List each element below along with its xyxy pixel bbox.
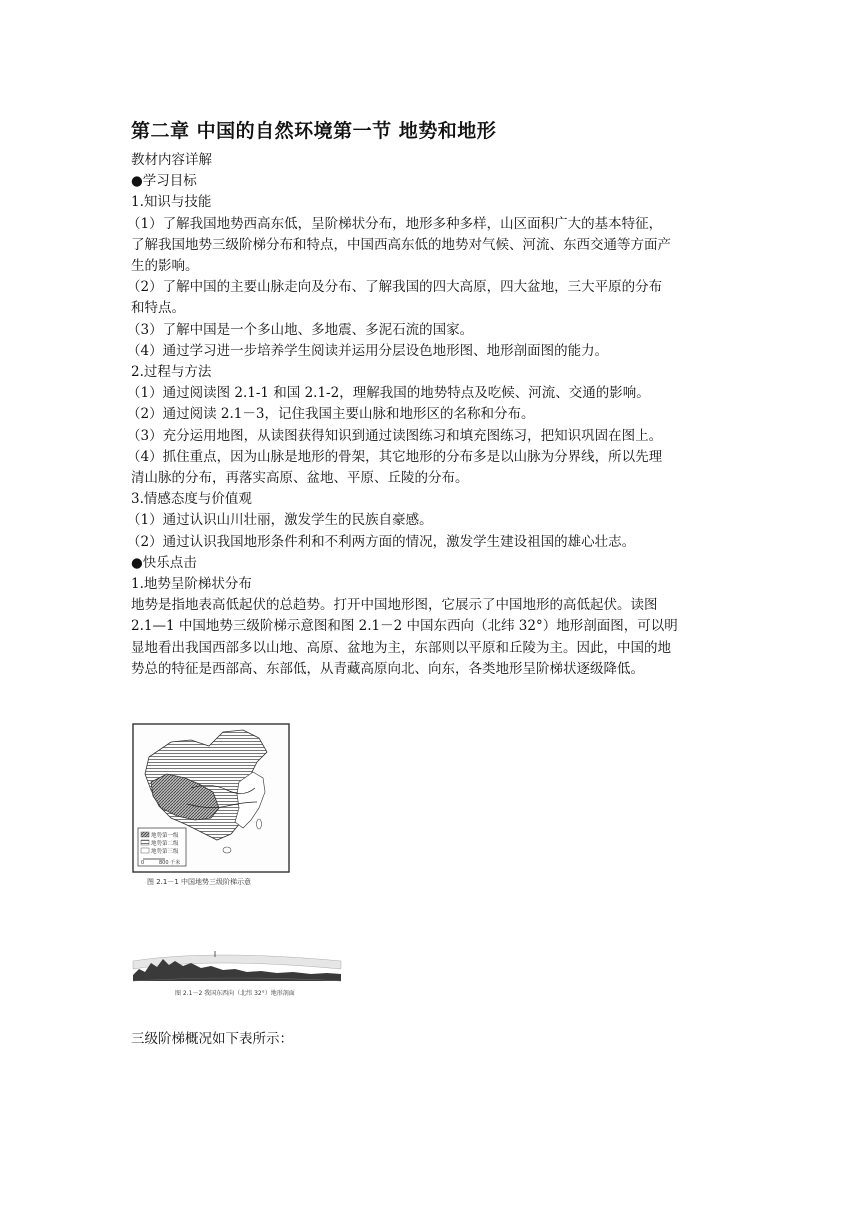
text-line: 1.地势呈阶梯状分布 xyxy=(131,576,252,593)
text-line: 清山脉的分布，再落实高原、盆地、平原、丘陵的分布。 xyxy=(131,470,469,487)
legend-label: 地势第一级 xyxy=(151,833,179,839)
text-line: （1）通过认识山川壮丽，激发学生的民族自豪感。 xyxy=(127,512,433,529)
map-island xyxy=(223,847,231,853)
text-line: 了解我国地势三级阶梯分布和特点，中国西高东低的地势对气候、河流、东西交通等方面产 xyxy=(131,236,671,253)
page-title: 第二章 中国的自然环境第一节 地势和地形 xyxy=(131,120,497,142)
text-line: （1）了解我国地势西高东低，呈阶梯状分布，地形多种多样，山区面积广大的基本特征， xyxy=(127,215,663,232)
text-line: 2.过程与方法 xyxy=(131,364,212,381)
text-line: 3.情感态度与价值观 xyxy=(131,491,252,508)
map-island xyxy=(257,819,262,829)
figure-caption: 图 2.1－2 我国东西向（北纬 32°）地形剖面 xyxy=(175,990,295,997)
text-line: 1.知识与技能 xyxy=(131,194,212,211)
text-line: 势总的特征是西部高、东部低，从青藏高原向北、向东，各类地形呈阶梯状逐级降低。 xyxy=(131,660,644,677)
text-line: 和特点。 xyxy=(131,300,185,317)
text-line: ●快乐点击 xyxy=(131,554,197,571)
map-scale-end: 800 千米 xyxy=(159,860,181,866)
after-figure-text: 三级阶梯概况如下表所示： xyxy=(131,1031,293,1047)
text-line: （4）抓住重点，因为山脉是地形的骨架，其它地形的分布多是以山脉为分界线，所以先理 xyxy=(127,448,663,465)
legend-label: 地势第三级 xyxy=(151,849,179,855)
body-text xyxy=(127,150,736,680)
terrain-steps-map-figure xyxy=(131,722,295,892)
figure-caption: 图 2.1－1 中国地势三级阶梯示意 xyxy=(147,878,252,886)
text-line: （3）了解中国是一个多山地、多地震、多泥石流的国家。 xyxy=(127,321,474,338)
map-scale-start: 0 xyxy=(141,860,145,866)
terrain-profile-figure xyxy=(131,939,343,1001)
text-line: （2）了解中国的主要山脉走向及分布、了解我国的四大高原，四大盆地，三大平原的分布 xyxy=(127,279,663,296)
text-line: （2）通过阅读 2.1－3，记住我国主要山脉和地形区的名称和分布。 xyxy=(127,406,535,423)
text-line: 2.1—1 中国地势三级阶梯示意图和图 2.1－2 中国东西向（北纬 32°）地形剖面图，可以明 xyxy=(131,618,678,635)
text-line: 地势是指地表高低起伏的总趋势。打开中国地形图，它展示了中国地形的高低起伏。读图 xyxy=(131,597,658,614)
legend-swatch-step-two xyxy=(141,840,149,845)
text-line: ●学习目标 xyxy=(131,173,197,190)
text-line: 教材内容详解 xyxy=(131,152,212,168)
text-line: （2）通过认识我国地形条件利和不利两方面的情况，激发学生建设祖国的雄心壮志。 xyxy=(127,533,636,550)
text-line: 生的影响。 xyxy=(131,258,199,275)
legend-swatch-step-one xyxy=(141,832,149,837)
text-line: （4）通过学习进一步培养学生阅读并运用分层设色地形图、地形剖面图的能力。 xyxy=(127,342,609,359)
text-line: （1）通过阅读图 2.1-1 和国 2.1-2，理解我国的地势特点及吃候、河流、交通的影响。 xyxy=(127,385,650,402)
text-line: （3）充分运用地图，从读图获得知识到通过读图练习和填充图练习，把知识巩固在图上。 xyxy=(127,427,663,444)
legend-swatch-step-three xyxy=(141,848,149,853)
text-line: 显地看出我国西部多以山地、高原、盆地为主，东部则以平原和丘陵为主。因此，中国的地 xyxy=(131,639,671,656)
legend-label: 地势第二级 xyxy=(151,841,179,847)
